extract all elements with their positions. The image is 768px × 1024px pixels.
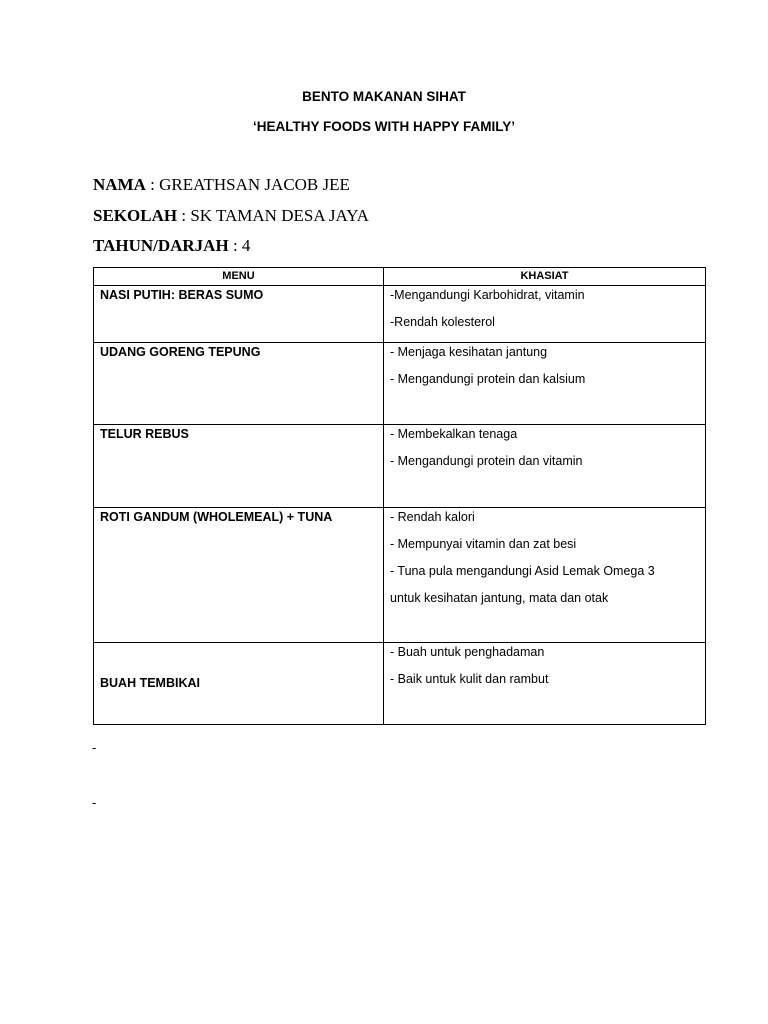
table-row <box>94 425 706 508</box>
menu-cell: TELUR REBUS <box>94 425 384 508</box>
khasiat-line: untuk kesihatan jantung, mata dan otak <box>390 591 609 605</box>
khasiat-line: - Tuna pula mengandungi Asid Lemak Omega 3 <box>390 564 655 578</box>
khasiat-cell <box>384 286 706 343</box>
khasiat-line: - Mengandungi protein dan kalsium <box>390 372 586 386</box>
khasiat-line: - Mempunyai vitamin dan zat besi <box>390 537 577 551</box>
khasiat-cell <box>384 643 706 725</box>
menu-cell: ROTI GANDUM (WHOLEMEAL) + TUNA <box>94 508 384 643</box>
field-sekolah <box>93 206 369 226</box>
menu-cell: BUAH TEMBIKAI <box>94 643 384 725</box>
table-row <box>94 343 706 425</box>
table-header-row <box>94 268 706 286</box>
field-tahun-darjah-label: TAHUN/DARJAH <box>93 236 229 255</box>
field-tahun-darjah <box>93 236 250 256</box>
khasiat-line: - Membekalkan tenaga <box>390 427 518 441</box>
field-nama-label: NAMA <box>93 175 146 194</box>
khasiat-cell <box>384 343 706 425</box>
field-sekolah-label: SEKOLAH <box>93 206 178 225</box>
header-menu: MENU <box>94 268 384 286</box>
khasiat-line: - Menjaga kesihatan jantung <box>390 345 548 359</box>
header-khasiat: KHASIAT <box>384 268 706 286</box>
khasiat-cell <box>384 425 706 508</box>
khasiat-line: -Mengandungi Karbohidrat, vitamin <box>390 288 585 302</box>
table-row <box>94 643 706 725</box>
khasiat-line: - Mengandungi protein dan vitamin <box>390 454 583 468</box>
trailing-dash: - <box>92 795 97 810</box>
khasiat-line: -Rendah kolesterol <box>390 315 495 329</box>
document-subtitle: ‘HEALTHY FOODS WITH HAPPY FAMILY’ <box>252 119 516 134</box>
field-nama <box>93 175 350 195</box>
khasiat-line: - Rendah kalori <box>390 510 475 524</box>
menu-cell: NASI PUTIH: BERAS SUMO <box>94 286 384 343</box>
field-sekolah-value: : SK TAMAN DESA JAYA <box>181 206 369 225</box>
menu-table <box>93 267 706 725</box>
table-row <box>94 286 706 343</box>
trailing-dash: - <box>92 740 97 755</box>
document-title: BENTO MAKANAN SIHAT <box>302 89 466 104</box>
field-nama-value: : GREATHSAN JACOB JEE <box>150 175 350 194</box>
khasiat-cell <box>384 508 706 643</box>
khasiat-line: - Baik untuk kulit dan rambut <box>390 672 549 686</box>
khasiat-line: - Buah untuk penghadaman <box>390 645 545 659</box>
menu-cell: UDANG GORENG TEPUNG <box>94 343 384 425</box>
field-tahun-darjah-value: : 4 <box>232 236 251 255</box>
table-row <box>94 508 706 643</box>
